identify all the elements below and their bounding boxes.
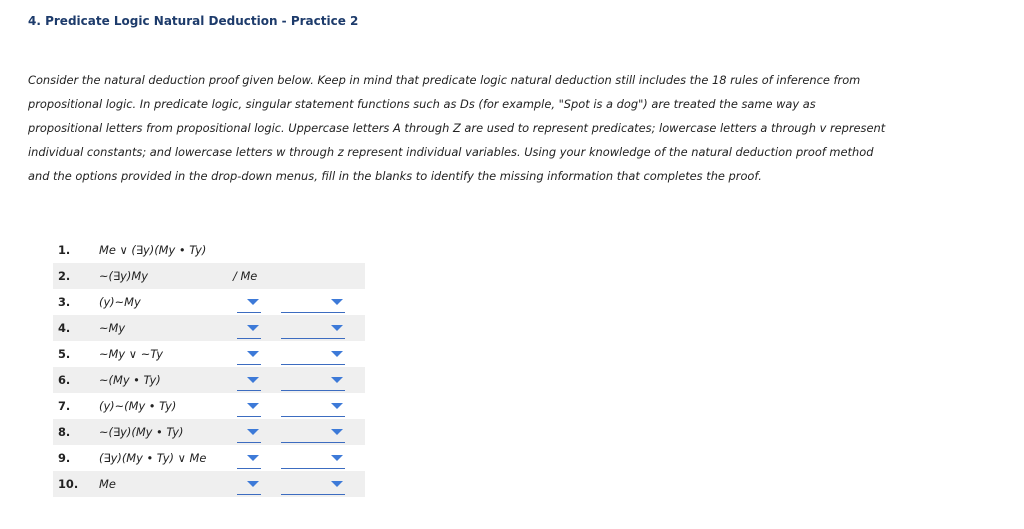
line-number: 9. bbox=[58, 451, 71, 465]
line-statement: ~(∃y)(My • Ty) bbox=[99, 425, 184, 439]
instructions-line: propositional logic. In predicate logic, singular statement functions such as Ds (for example, "Spot is a dog") are treated the same way as bbox=[28, 97, 816, 111]
instructions-line: Consider the natural deduction proof given below. Keep in mind that predicate logic natural deduction still includes the 18 rules of inference from bbox=[28, 73, 861, 87]
line-reference-dropdown[interactable] bbox=[237, 396, 261, 417]
line-reference-dropdown[interactable] bbox=[237, 318, 261, 339]
chevron-down-icon bbox=[331, 325, 343, 331]
chevron-down-icon bbox=[247, 299, 259, 305]
line-reference-dropdown[interactable] bbox=[237, 422, 261, 443]
chevron-down-icon bbox=[331, 351, 343, 357]
line-number: 4. bbox=[58, 321, 71, 335]
chevron-down-icon bbox=[247, 403, 259, 409]
line-reference-dropdown[interactable] bbox=[237, 292, 261, 313]
instructions-line: individual constants; and lowercase letters w through z represent individual variables. Using your knowledge of the natural deduction proof method bbox=[28, 145, 874, 159]
proof-row-5 bbox=[53, 341, 365, 367]
chevron-down-icon bbox=[331, 377, 343, 383]
rule-dropdown[interactable] bbox=[281, 474, 345, 495]
rule-dropdown[interactable] bbox=[281, 344, 345, 365]
chevron-down-icon bbox=[331, 299, 343, 305]
line-statement: ~My bbox=[99, 321, 126, 335]
rule-dropdown[interactable] bbox=[281, 292, 345, 313]
rule-dropdown[interactable] bbox=[281, 448, 345, 469]
line-number: 3. bbox=[58, 295, 71, 309]
chevron-down-icon bbox=[247, 429, 259, 435]
rule-dropdown[interactable] bbox=[281, 370, 345, 391]
line-statement: Me bbox=[99, 477, 116, 491]
line-number: 10. bbox=[58, 477, 79, 491]
chevron-down-icon bbox=[247, 481, 259, 487]
line-reference-dropdown[interactable] bbox=[237, 370, 261, 391]
rule-dropdown[interactable] bbox=[281, 318, 345, 339]
rule-dropdown[interactable] bbox=[281, 396, 345, 417]
line-reference-dropdown[interactable] bbox=[237, 344, 261, 365]
chevron-down-icon bbox=[247, 377, 259, 383]
proof-row-10 bbox=[53, 471, 365, 497]
line-number: 5. bbox=[58, 347, 71, 361]
proof-row-7 bbox=[53, 393, 365, 419]
line-reference-dropdown[interactable] bbox=[237, 474, 261, 495]
conclusion-tag: / Me bbox=[233, 269, 258, 283]
proof-row-8 bbox=[53, 419, 365, 445]
instructions-line: propositional letters from propositional logic. Uppercase letters A through Z are used to represent predicates; lowercase letters a through v represent bbox=[28, 121, 886, 135]
proof-row-2 bbox=[53, 263, 365, 289]
line-statement: Me ∨ (∃y)(My • Ty) bbox=[99, 243, 207, 257]
chevron-down-icon bbox=[247, 351, 259, 357]
chevron-down-icon bbox=[247, 455, 259, 461]
instructions-paragraph bbox=[28, 68, 948, 188]
instructions-line: and the options provided in the drop-down menus, fill in the blanks to identify the missing information that completes the proof. bbox=[28, 169, 762, 183]
proof-row-9 bbox=[53, 445, 365, 471]
chevron-down-icon bbox=[331, 403, 343, 409]
line-number: 2. bbox=[58, 269, 71, 283]
line-statement: ~(My • Ty) bbox=[99, 373, 161, 387]
line-number: 7. bbox=[58, 399, 71, 413]
proof-row-4 bbox=[53, 315, 365, 341]
line-statement: ~(∃y)My bbox=[99, 269, 148, 283]
chevron-down-icon bbox=[331, 481, 343, 487]
rule-dropdown[interactable] bbox=[281, 422, 345, 443]
line-reference-dropdown[interactable] bbox=[237, 448, 261, 469]
line-statement: (∃y)(My • Ty) ∨ Me bbox=[99, 451, 207, 465]
line-statement: (y)~(My • Ty) bbox=[99, 399, 177, 413]
line-number: 8. bbox=[58, 425, 71, 439]
line-number: 1. bbox=[58, 243, 71, 257]
chevron-down-icon bbox=[331, 429, 343, 435]
proof-row-1 bbox=[53, 237, 365, 263]
line-number: 6. bbox=[58, 373, 71, 387]
line-statement: ~My ∨ ~Ty bbox=[99, 347, 163, 361]
chevron-down-icon bbox=[331, 455, 343, 461]
chevron-down-icon bbox=[247, 325, 259, 331]
line-statement: (y)~My bbox=[99, 295, 141, 309]
proof-row-6 bbox=[53, 367, 365, 393]
proof-row-3 bbox=[53, 289, 365, 315]
proof-table bbox=[53, 237, 365, 497]
page-title: 4. Predicate Logic Natural Deduction - Practice 2 bbox=[28, 14, 359, 28]
